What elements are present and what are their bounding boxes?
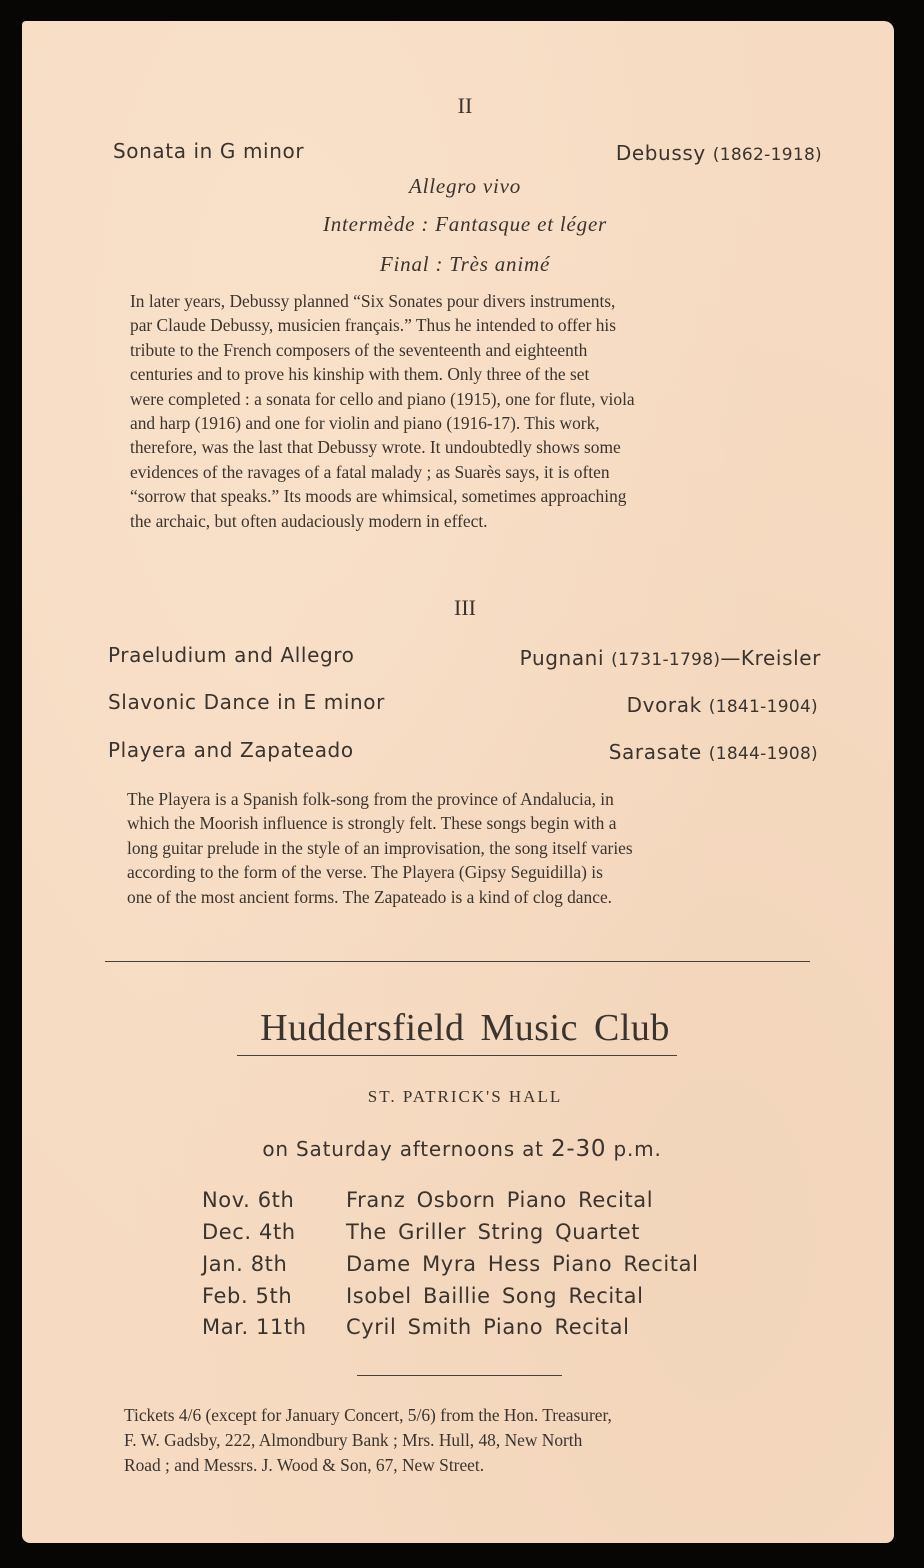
note-line: which the Moorish influence is strongly felt. These songs begin with a — [127, 813, 617, 834]
composer-dates: (1841-1904) — [708, 697, 818, 717]
club-venue: ST. PATRICK'S HALL — [367, 1087, 563, 1106]
programme-note-debussy — [130, 289, 794, 533]
composer-dates: (1731-1798) — [611, 650, 721, 670]
arranger-name: —Kreisler — [720, 646, 821, 670]
meeting-time: 2-30 — [550, 1136, 607, 1162]
movement-3: Final : Très animé — [379, 252, 551, 276]
movement-1: Allegro vivo — [408, 174, 522, 198]
section-numeral-iii: III — [454, 595, 476, 620]
meeting-time-suffix: p.m. — [613, 1137, 662, 1161]
schedule-date: Dec. 4th — [202, 1220, 296, 1244]
piece-title: Slavonic Dance in E minor — [108, 690, 385, 714]
section-numeral-ii: II — [457, 93, 473, 118]
piece-composer — [609, 740, 818, 764]
note-line: tribute to the French composers of the seventeenth and eighteenth — [130, 339, 588, 360]
club-meeting-time — [22, 1136, 902, 1162]
tickets-line: Tickets 4/6 (except for January Concert, 5/6) from the Hon. Treasurer, — [124, 1405, 612, 1425]
note-line: therefore, was the last that Debussy wrote. It undoubtedly shows some — [130, 437, 621, 458]
note-line: “sorrow that speaks.” Its moods are whimsical, sometimes approaching — [130, 486, 627, 507]
ticket-information — [124, 1403, 790, 1478]
movement-2: Intermède : Fantasque et léger — [322, 212, 608, 236]
piece-composer — [616, 141, 822, 165]
composer-name: Dvorak — [626, 693, 702, 717]
piece-title: Sonata in G minor — [113, 139, 305, 163]
composer-name: Pugnani — [519, 646, 605, 670]
composer-dates: (1844-1908) — [708, 744, 818, 764]
schedule-date: Jan. 8th — [202, 1252, 288, 1276]
piece-title: Playera and Zapateado — [108, 738, 354, 762]
piece-composer — [520, 646, 821, 670]
club-name: Huddersfield Music Club — [260, 1007, 670, 1049]
tickets-line: F. W. Gadsby, 222, Almondbury Bank ; Mrs. Hull, 48, New North — [124, 1430, 583, 1450]
note-line: long guitar prelude in the style of an improvisation, the song itself varies — [127, 837, 633, 858]
note-line: the archaic, but often audaciously modern in effect. — [130, 510, 488, 531]
note-line: centuries and to prove his kinship with them. Only three of the set — [130, 364, 590, 385]
note-line: In later years, Debussy planned “Six Sonates pour divers instruments, — [130, 291, 616, 311]
note-line: The Playera is a Spanish folk-song from the province of Andalucia, in — [127, 789, 614, 809]
schedule-date: Nov. 6th — [202, 1188, 295, 1212]
schedule-event: Isobel Baillie Song Recital — [346, 1284, 644, 1308]
section-divider — [105, 961, 810, 962]
meeting-prefix: on Saturday afternoons at — [262, 1137, 544, 1161]
programme-page — [22, 21, 894, 1543]
note-line: and harp (1916) and one for violin and piano (1916-17). This work, — [130, 413, 600, 434]
note-line: one of the most ancient forms. The Zapateado is a kind of clog dance. — [127, 886, 613, 907]
note-line: evidences of the ravages of a fatal malady ; as Suarès says, it is often — [130, 461, 610, 482]
tickets-line: Road ; and Messrs. J. Wood & Son, 67, New Street. — [124, 1455, 485, 1475]
composer-name: Debussy — [615, 141, 706, 165]
note-line: were completed : a sonata for cello and piano (1915), one for flute, viola — [130, 388, 635, 409]
club-name-underline — [237, 1055, 677, 1056]
composer-name: Sarasate — [608, 740, 702, 764]
programme-note-sarasate — [127, 787, 792, 909]
note-line: according to the form of the verse. The Playera (Gipsy Seguidilla) is — [127, 862, 603, 883]
schedule-date: Mar. 11th — [202, 1315, 307, 1339]
schedule-event: Dame Myra Hess Piano Recital — [346, 1252, 699, 1276]
schedule-divider — [357, 1375, 562, 1376]
piece-composer — [627, 693, 818, 717]
schedule-event: The Griller String Quartet — [346, 1220, 641, 1244]
schedule-event: Franz Osborn Piano Recital — [346, 1188, 654, 1212]
composer-dates: (1862-1918) — [712, 145, 822, 165]
schedule-date: Feb. 5th — [202, 1284, 293, 1308]
note-line: par Claude Debussy, musicien français.” Thus he intended to offer his — [130, 315, 617, 336]
schedule-event: Cyril Smith Piano Recital — [346, 1315, 630, 1339]
piece-title: Praeludium and Allegro — [108, 643, 355, 667]
